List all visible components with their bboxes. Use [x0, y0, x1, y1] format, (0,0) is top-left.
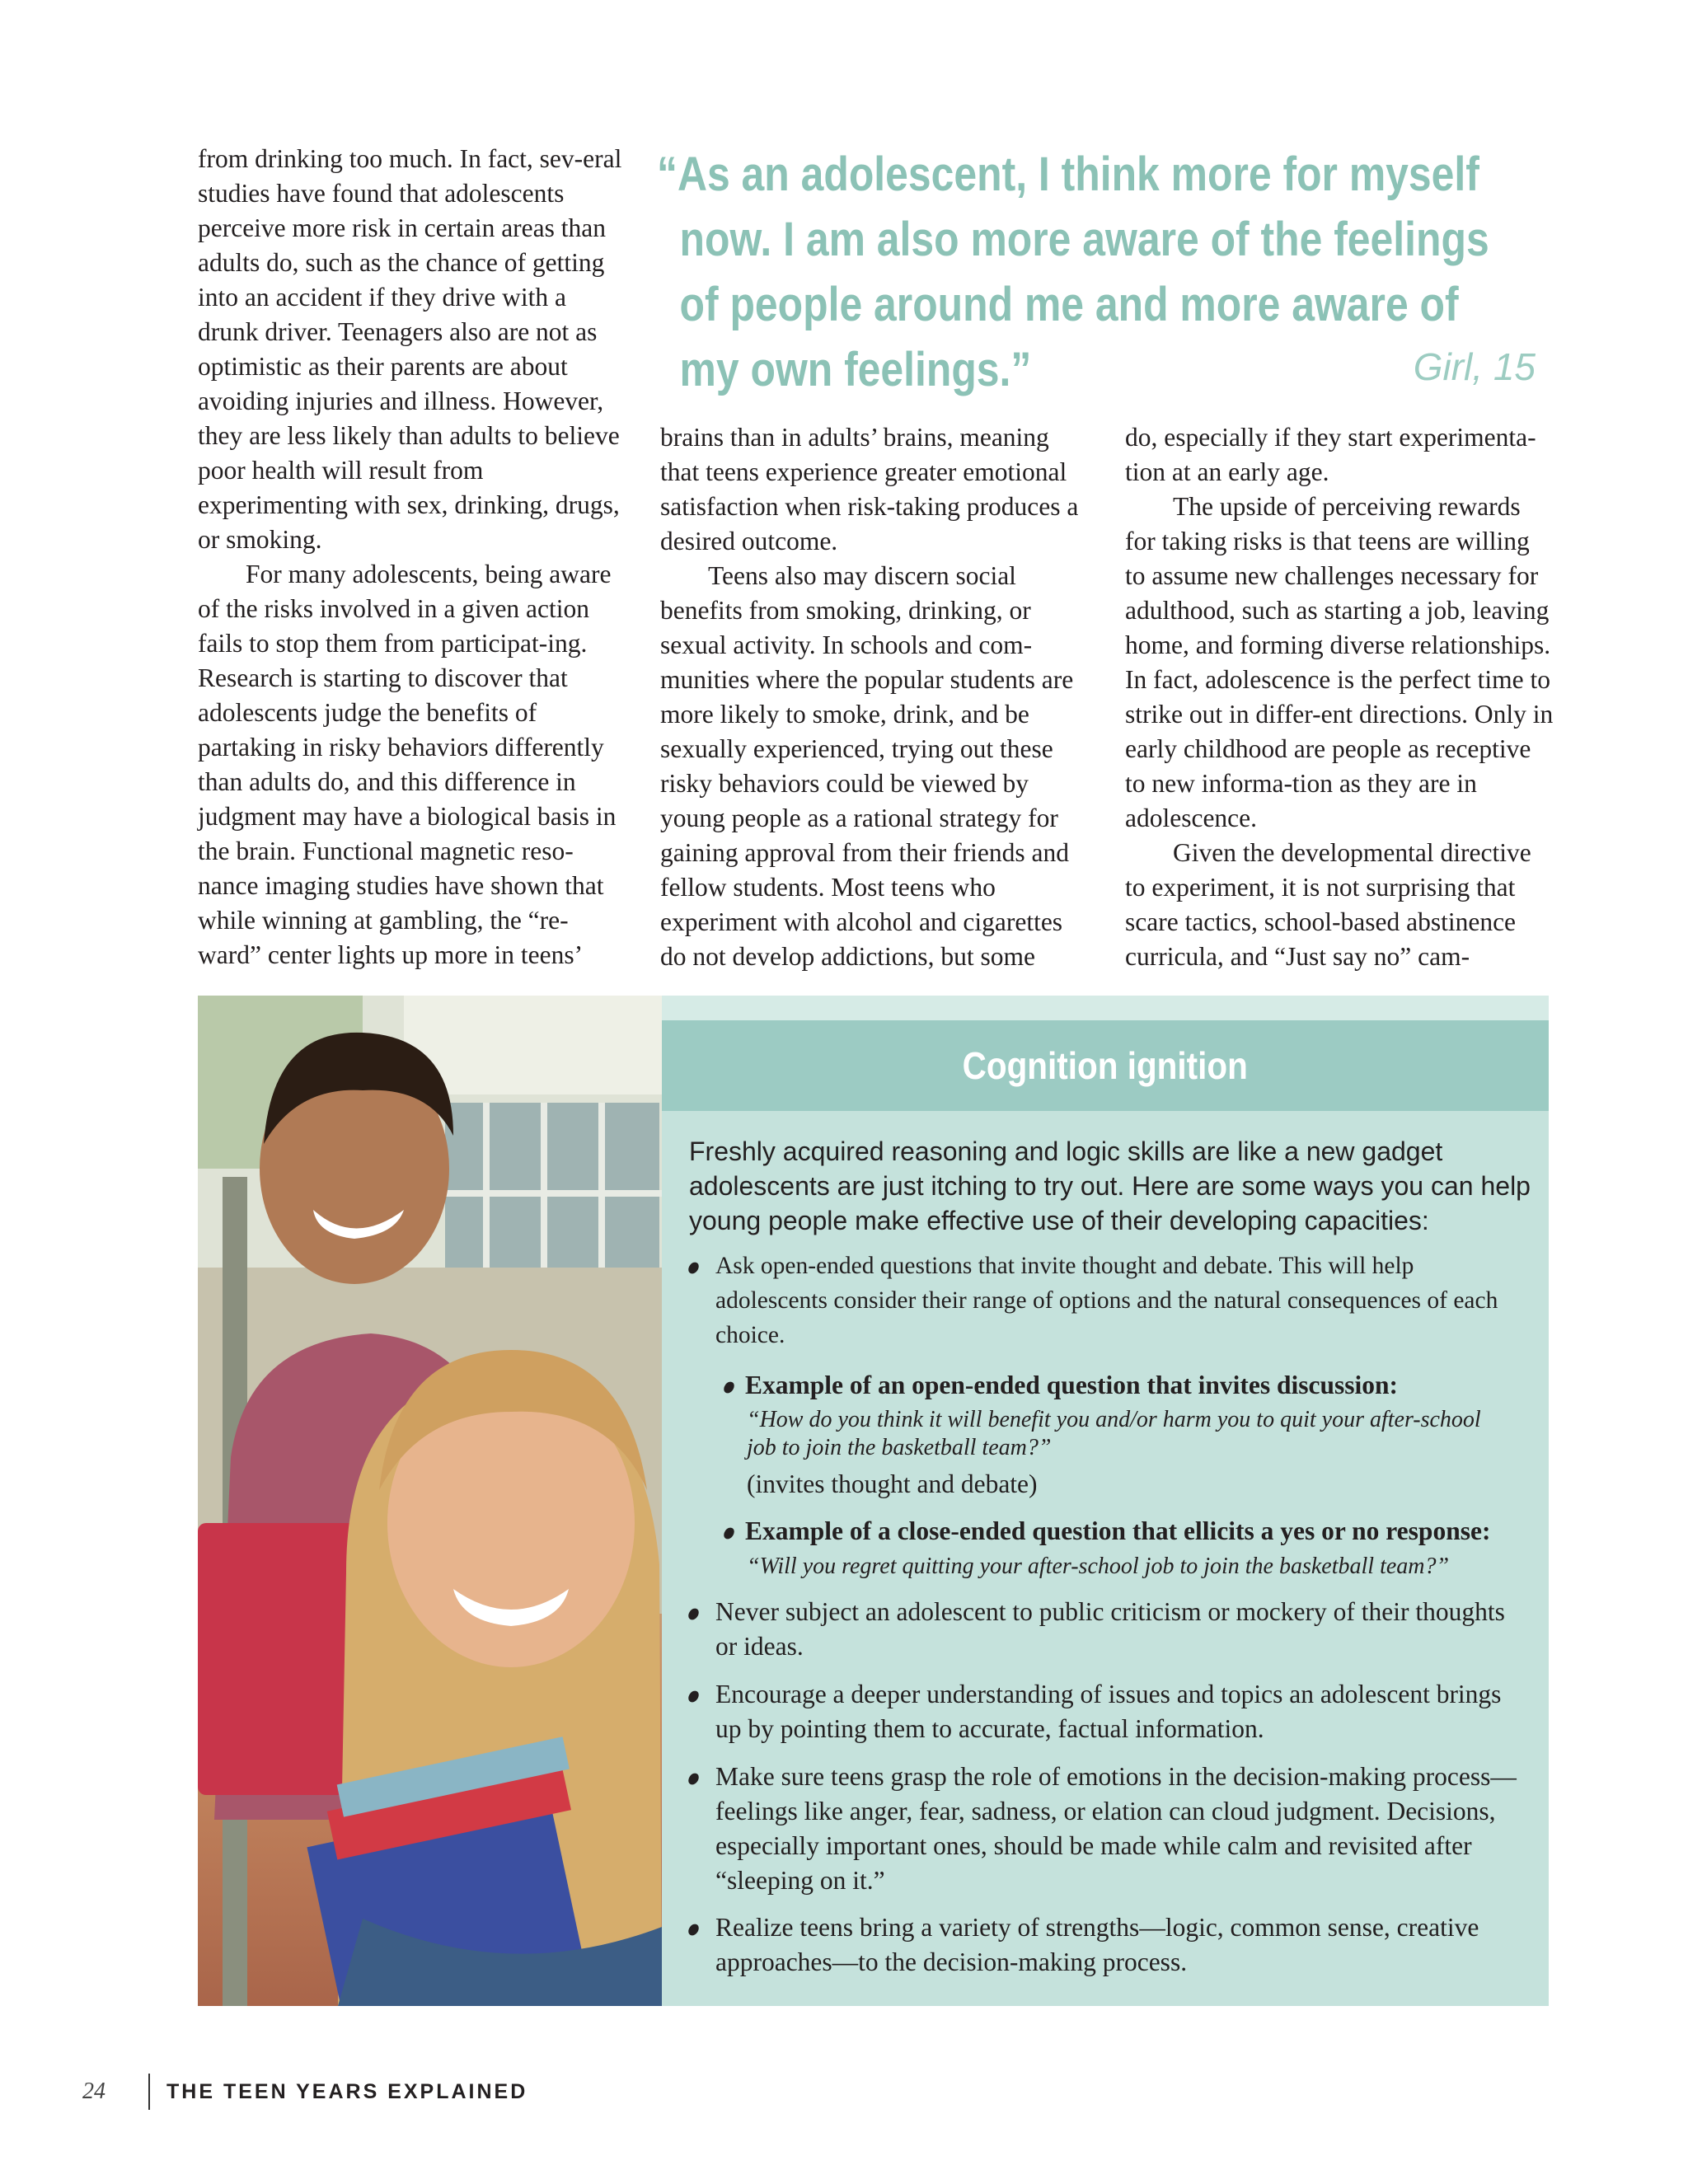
- list-item: [724, 1368, 1549, 1403]
- footer-divider: [148, 2074, 150, 2110]
- list-item: [689, 1595, 1522, 1664]
- pull-quote-line: “As an adolescent, I think more for myself: [657, 148, 1479, 201]
- list-item: [724, 1514, 1549, 1549]
- example-question: “Will you regret quitting your after-school job to join the basketball team?”: [747, 1554, 1450, 1579]
- paragraph: For many adolescents, being aware of the risks involved in a given action fails to stop them from participat-ing. Research is starting to discover that adolescents judge the benefits of partaking in risky behaviors differently than adults do, and this difference in judgment may have a biological basis in the brain. Functional magnetic reso-nance imaging studies have shown that while winning at gambling, the “re-ward” center lights up more in teens’: [198, 560, 617, 969]
- list-item-text: Example of an open-ended question that invites discussion:: [745, 1371, 1399, 1399]
- sidebar-title: [662, 1020, 1549, 1111]
- list-item-text: Ask open-ended questions that invite thought and debate. This will help adolescents consider their range of options and the natural consequences of each choice.: [715, 1253, 1498, 1348]
- sidebar-title-text: Cognition ignition: [962, 1044, 1249, 1087]
- list-item: [689, 1760, 1522, 1898]
- students-photo-illustration: [198, 996, 662, 2006]
- book-title: THE TEEN YEARS EXPLAINED: [166, 2079, 528, 2103]
- list-item-text: Never subject an adolescent to public criticism or mockery of their thoughts or ideas.: [715, 1597, 1505, 1661]
- quote-attribution: Girl, 15: [1413, 345, 1536, 388]
- paragraph: from drinking too much. In fact, sev-eral studies have found that adolescents perceive more risk in certain areas than adults do, such as the chance of getting into an accident if they drive with a drunk driver. Teenagers also are not as optimistic as their parents are about avoiding injuries and illness. However, they are less likely than adults to believe poor health will result from experimenting with sex, drinking, drugs, or smoking.: [198, 144, 622, 554]
- paragraph: Teens also may discern social benefits from smoking, drinking, or sexual activity. In schools and com-munities where the popular students are more likely to smoke, drink, and be sexually experienced, trying out these risky behaviors could be viewed by young people as a rational strategy for gaining approval from their friends and fellow students. Most teens who experiment with alcohol and cigarettes do not develop addictions, but some: [660, 561, 1074, 971]
- list-item-text: Example of a close-ended question that ellicits a yes or no response:: [745, 1516, 1491, 1545]
- paragraph: do, especially if they start experimenta-tion at an early age.: [1125, 423, 1536, 486]
- list-item-text: Make sure teens grasp the role of emotions in the decision-making process—feelings like anger, fear, sadness, or elation can cloud judgment. Decisions, especially important ones, should be made while calm and revisited after “sleeping on it.”: [715, 1762, 1517, 1895]
- pull-quote-line: now. I am also more aware of the feelings: [679, 213, 1489, 266]
- body-column-right: [1125, 420, 1554, 974]
- pull-quote-line: my own feelings.”: [679, 343, 1032, 396]
- body-column-middle: [660, 420, 1089, 974]
- list-item: [689, 1249, 1522, 1352]
- paragraph: The upside of perceiving rewards for taking risks is that teens are willing to assume new challenges necessary for adulthood, such as starting a job, leaving home, and forming diverse relationships. In fact, adolescence is the perfect time to strike out in differ-ent directions. Only in early childhood are people as receptive to new informa-tion as they are in adolescence.: [1125, 492, 1554, 832]
- students-photo: [198, 996, 662, 2006]
- sidebar-intro: Freshly acquired reasoning and logic skills are like a new gadget adolescents are just itching to try out. Here are some ways you can help young people make effective use of their developing capacities:: [689, 1137, 1531, 1235]
- list-item: [689, 1677, 1522, 1746]
- example-note: (invites thought and debate): [747, 1469, 1038, 1498]
- list-item-text: Encourage a deeper understanding of issues and topics an adolescent brings up by pointing them to accurate, factual information.: [715, 1680, 1502, 1743]
- sidebar-top-strip: [662, 996, 1549, 1020]
- page-number: 24: [82, 2079, 106, 2104]
- example-question: “How do you think it will benefit you and/or harm you to quit your after-school job to join the basketball team?”: [747, 1407, 1481, 1460]
- page-footer: [82, 2074, 528, 2110]
- list-item-text: Realize teens bring a variety of strengths—logic, common sense, creative approaches—to the decision-making process.: [715, 1913, 1479, 1976]
- list-item: [689, 1910, 1522, 1980]
- pull-quote-line: of people around me and more aware of: [679, 278, 1459, 331]
- body-column-left: [198, 142, 626, 972]
- paragraph: Given the developmental directive to experiment, it is not surprising that scare tactics, school-based abstinence curricula, and “Just say no” cam-: [1125, 838, 1531, 971]
- paragraph: brains than in adults’ brains, meaning that teens experience greater emotional satisfaction when risk-taking produces a desired outcome.: [660, 423, 1079, 555]
